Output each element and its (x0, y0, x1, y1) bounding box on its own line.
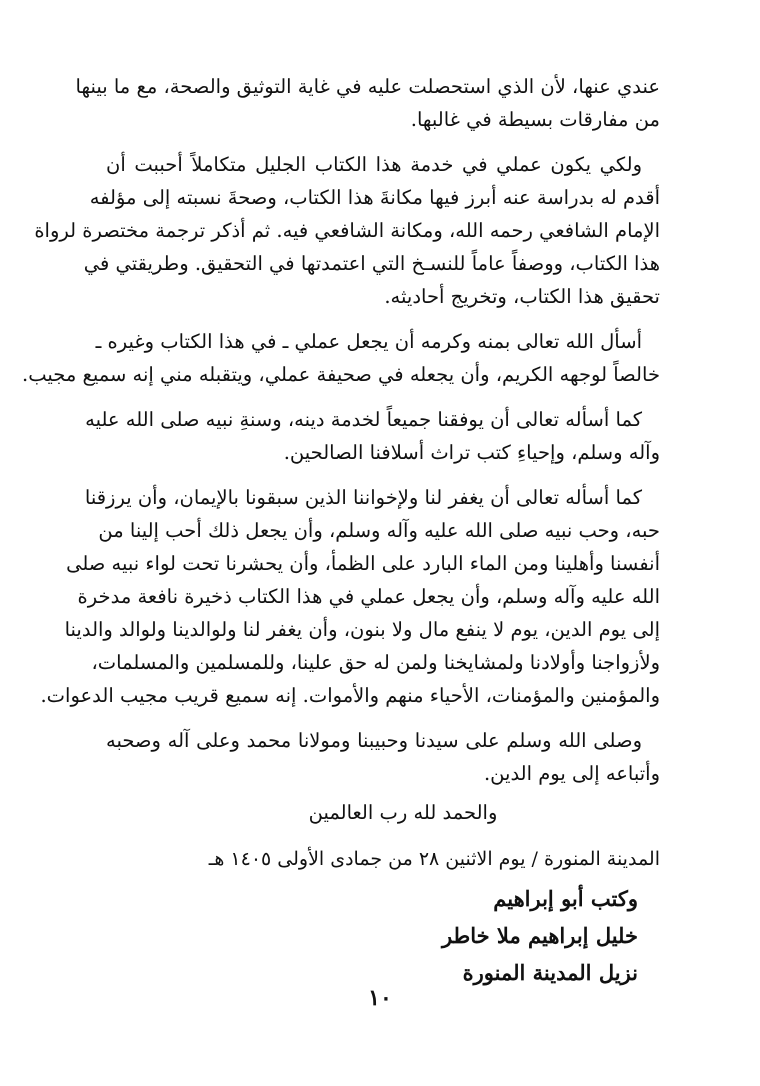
paragraph-line: الله عليه وآله وسلم، وأن يجعل عملي في هذا الكتاب ذخيرة نافعة مدخرة (77, 585, 660, 608)
paragraph (106, 724, 660, 790)
paragraph-line: خالصاً لوجهه الكريم، وأن يجعله في صحيفة عملي، ويتقبله مني إنه سميع مجيب. (22, 363, 660, 386)
paragraph-line: كما أسأله تعالى أن يغفر لنا ولإخواننا الذين سبقونا بالإيمان، وأن يرزقنا (84, 486, 642, 509)
signature-line-3: نزيل المدينة المنورة (462, 960, 638, 985)
body-text (22, 70, 660, 790)
paragraph-line: هذا الكتاب، ووصفاً عاماً للنسـخ التي اعتمدتها في التحقيق. وطريقتي في (83, 252, 660, 275)
paragraph (75, 70, 660, 136)
paragraph-line: تحقيق هذا الكتاب، وتخريج أحاديثه. (384, 285, 660, 308)
paragraph-line: والمؤمنين والمؤمنات، الأحياء منهم والأموات. إنه سميع قريب مجيب الدعوات. (40, 684, 660, 707)
signature-block (106, 880, 660, 991)
page-number: ١٠ (368, 985, 392, 1011)
paragraph (40, 481, 660, 712)
signature-line-1: وكتب أبو إبراهيم (493, 886, 638, 911)
paragraph (34, 148, 660, 313)
paragraph-line: وأتباعه إلى يوم الدين. (483, 762, 660, 785)
paragraph-line: ولكي يكون عملي في خدمة هذا الكتاب الجليل متكاملاً أحببت أن (106, 153, 642, 176)
paragraph-line: حبه، وحب نبيه صلى الله عليه وآله وسلم، وأن يجعل ذلك أحب إلينا من (98, 519, 660, 542)
signature-line-2: خليل إبراهيم ملا خاطر (441, 923, 638, 948)
paragraph-line: عندي عنها، لأن الذي استحصلت عليه في غاية التوثيق والصحة، مع ما بينها (75, 75, 660, 98)
closing-praise: والحمد لله رب العالمين (308, 801, 498, 824)
paragraph-line: كما أسأله تعالى أن يوفقنا جميعاً لخدمة دينه، وسنةِ نبيه صلى الله عليه (85, 408, 642, 431)
paragraph-line: أنفسنا وأهلينا ومن الماء البارد على الظمأ، وأن يحشرنا تحت لواء نبيه صلى (66, 552, 660, 575)
paragraph-line: أسأل الله تعالى بمنه وكرمه أن يجعل عملي ـ في هذا الكتاب وغيره ـ (95, 330, 642, 353)
paragraph-line: وصلى الله وسلم على سيدنا وحبيبنا ومولانا محمد وعلى آله وصحبه (106, 729, 642, 752)
paragraph (85, 403, 660, 469)
dateline: المدينة المنورة / يوم الاثنين ٢٨ من جمادى الأولى ١٤٠٥ هـ (208, 848, 660, 870)
paragraph-line: ولأزواجنا وأولادنا ولمشايخنا ولمن له حق علينا، وللمسلمين والمسلمات، (91, 651, 660, 674)
paragraph-line: من مفارقات بسيطة في غالبها. (410, 108, 660, 131)
paragraph-line: أقدم له بدراسة عنه أبرز فيها مكانةَ هذا الكتاب، وصحةَ نسبته إلى مؤلفه (89, 186, 660, 209)
paragraph-line: الإمام الشافعي رحمه الله، ومكانة الشافعي فيه. ثم أذكر ترجمة مختصرة لرواة (34, 219, 660, 242)
paragraph-line: إلى يوم الدين، يوم لا ينفع مال ولا بنون، وأن يغفر لنا ولوالدينا ولوالد والدينا (64, 618, 660, 641)
paragraph (22, 325, 660, 391)
paragraph-line: وآله وسلم، وإحياءِ كتب تراث أسلافنا الصالحين. (283, 441, 660, 464)
